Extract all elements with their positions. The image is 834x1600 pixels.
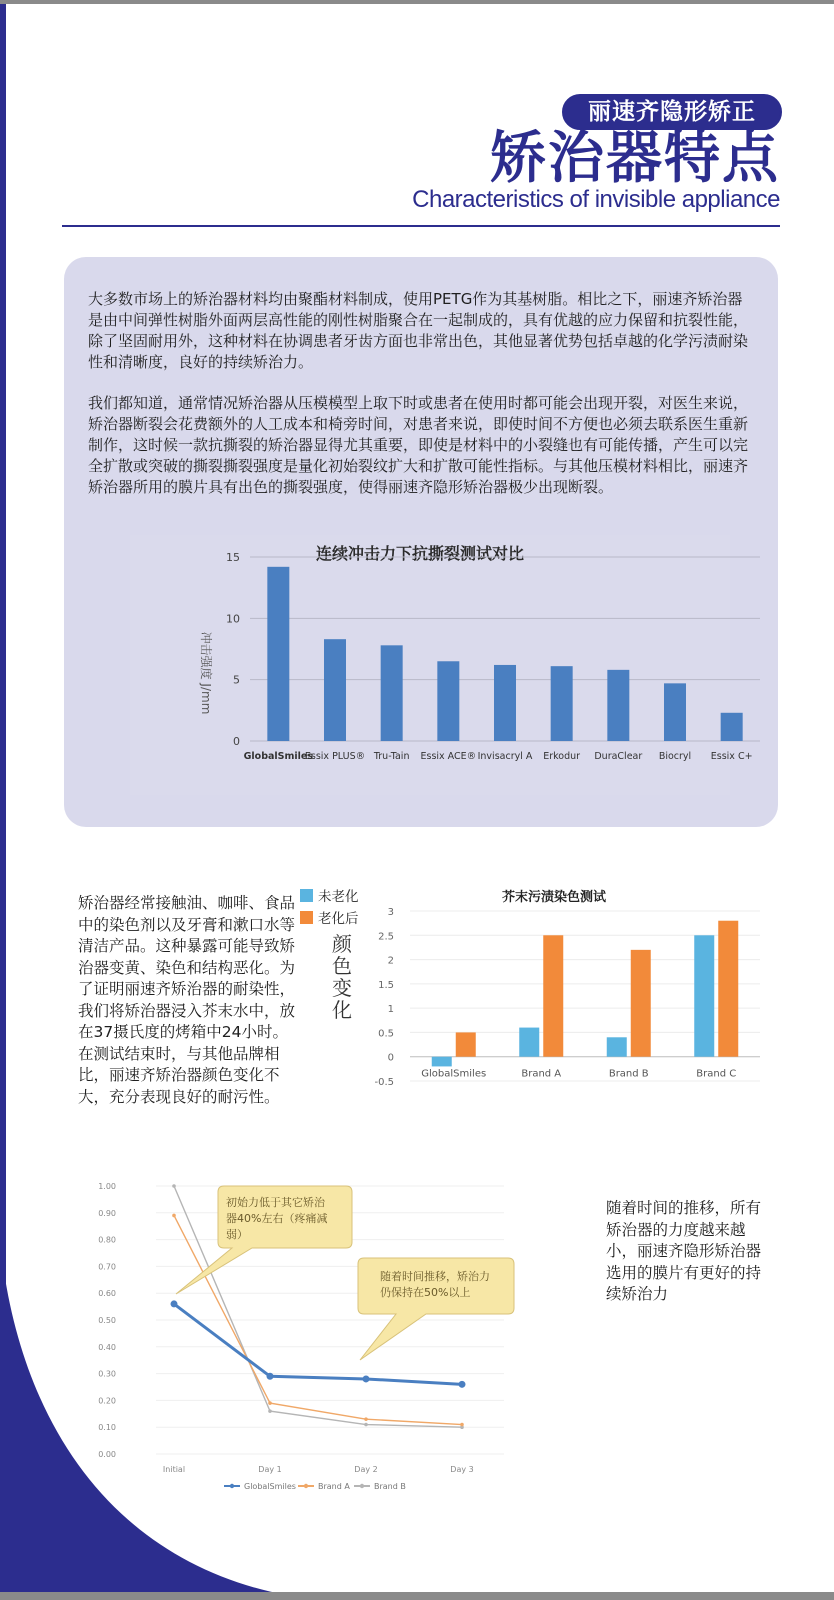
y-tick-label: 0.60 xyxy=(98,1289,116,1299)
annotation-text-2-line-1: 随着时间推移，矫治力 xyxy=(380,1270,490,1283)
chart-title: 连续冲击力下抗撕裂测试对比 xyxy=(315,544,525,563)
y-axis-label-line-1: 颜 xyxy=(332,932,352,956)
bar xyxy=(718,921,738,1057)
y-axis-label: 冲击强度 J/mm xyxy=(199,631,213,715)
y-axis-label xyxy=(332,932,353,1022)
y-tick-label: 1.5 xyxy=(378,979,394,991)
legend-label: Brand A xyxy=(318,1482,350,1491)
data-point xyxy=(364,1423,368,1427)
annotation-text-2-line-2: 仍保持在50%以上 xyxy=(380,1286,471,1299)
chart-title: 芥末污渍染色测试 xyxy=(501,890,607,905)
stain-description: 矫治器经常接触油、咖啡、食品中的染色剂以及牙膏和漱口水等清洁产品。这种暴露可能导致矫治器变黄、染色和结构恶化。为了证明丽速齐矫治器的耐染性，我们将矫治器浸入芥末水中，放在37摄氏度的烤箱中24小时。在测试结束时，与其他品牌相比，丽速齐矫治器颜色变化不大，充分表现良好的耐污性。 xyxy=(78,894,296,1106)
tear-strength-chart xyxy=(130,535,753,795)
legend-swatch xyxy=(300,911,313,924)
bar xyxy=(694,935,714,1056)
bottom-border xyxy=(0,1592,834,1600)
legend-swatch xyxy=(300,889,313,902)
data-point xyxy=(172,1214,176,1218)
y-tick-label: 2 xyxy=(387,955,394,967)
y-tick-label: 0.70 xyxy=(98,1262,116,1272)
y-tick-label: 2.5 xyxy=(378,931,394,943)
y-tick-label: 0.00 xyxy=(98,1450,116,1459)
y-tick-label: 0.50 xyxy=(98,1316,116,1325)
y-tick-label: 3 xyxy=(387,907,394,918)
bar xyxy=(607,1037,627,1056)
y-tick-label: 0.40 xyxy=(98,1342,116,1352)
y-tick-label: 0.80 xyxy=(98,1235,116,1245)
bar xyxy=(267,567,289,741)
x-tick-label: DuraClear xyxy=(594,751,643,762)
y-tick-label: 15 xyxy=(226,551,240,564)
data-point xyxy=(268,1401,272,1405)
x-tick-label: Day 3 xyxy=(450,1465,474,1474)
data-point xyxy=(364,1417,368,1421)
intro-paragraph-1: 大多数市场上的矫治器材料均由聚酯材料制成，使用PETG作为其基树脂。相比之下，丽速齐矫治器是由中间弹性树脂外面两层高性能的刚性树脂聚合在一起制成的，具有优越的应力保留和抗裂性能，除了坚固耐用外，这种材料在协调患者牙齿方面也非常出色，其他显著优势包括卓越的化学污渍耐染性和清晰度，良好的持续矫治力。 xyxy=(88,290,749,371)
x-tick-label: Essix PLUS® xyxy=(304,751,366,762)
header-divider xyxy=(62,225,780,227)
x-tick-label: Biocryl xyxy=(658,751,692,762)
bar xyxy=(432,1057,452,1067)
bar xyxy=(664,683,686,741)
bar xyxy=(607,670,629,741)
bar xyxy=(456,1032,476,1056)
page-title: 矫治器特点 xyxy=(490,126,780,191)
x-tick-label: Invisacryl A xyxy=(477,751,533,762)
x-tick-label: Essix C+ xyxy=(710,751,753,762)
x-tick-label: Brand B xyxy=(608,1068,649,1080)
y-tick-label: 1 xyxy=(387,1004,394,1016)
data-point xyxy=(460,1423,464,1427)
x-tick-label: GlobalSmiles xyxy=(421,1068,487,1080)
y-axis-label-line-2: 色 xyxy=(332,954,352,978)
top-border xyxy=(0,0,834,4)
bar xyxy=(381,645,403,741)
data-point xyxy=(267,1373,274,1380)
legend-label: 老化后 xyxy=(318,911,359,927)
intro-panel xyxy=(64,257,778,827)
x-tick-label: Brand A xyxy=(521,1068,562,1080)
y-tick-label: 1.00 xyxy=(98,1182,116,1191)
y-tick-label: 0.30 xyxy=(98,1369,116,1379)
y-tick-label: 0.20 xyxy=(98,1396,116,1406)
x-tick-label: Initial xyxy=(162,1465,186,1474)
force-decay-chart xyxy=(84,1180,554,1510)
y-tick-label: 10 xyxy=(226,612,240,626)
data-point xyxy=(363,1375,370,1382)
y-tick-label: 0 xyxy=(387,1052,394,1064)
bar xyxy=(519,1028,539,1057)
bar xyxy=(437,661,459,741)
bar xyxy=(551,666,573,741)
page-subtitle: Characteristics of invisible appliance xyxy=(412,186,780,213)
intro-paragraph-2: 我们都知道，通常情况矫治器从压模模型上取下时或患者在使用时都可能会出现开裂，对医生来说，矫治器断裂会花费额外的人工成本和椅旁时间，对患者来说，即使时间不方便也必须去联系医生重新制作，这时候一款抗撕裂的矫治器显得尤其重要，即使是材料中的小裂缝也有可能传播，产生可以完全扩散或突破的撕裂撕裂强度是量化初始裂纹扩大和扩散可能性指标。与其他压模材料相比，丽速齐矫治器所用的膜片具有出色的撕裂强度，使得丽速齐隐形矫治器极少出现断裂。 xyxy=(88,394,749,496)
y-axis-label-line-3: 变 xyxy=(332,976,352,1000)
annotation-text-1-line-2: 器40%左右（疼痛减 xyxy=(226,1212,328,1225)
data-point xyxy=(171,1300,178,1307)
x-tick-label: Essix ACE® xyxy=(420,751,477,762)
annotation-text-1-line-3: 弱） xyxy=(226,1228,248,1241)
y-tick-label: 5 xyxy=(233,673,240,687)
legend-marker xyxy=(230,1484,234,1488)
legend-marker xyxy=(304,1484,308,1488)
annotation-2 xyxy=(358,1258,514,1360)
y-tick-label: -0.5 xyxy=(374,1077,394,1088)
data-point xyxy=(172,1184,176,1188)
data-point xyxy=(268,1409,272,1413)
force-description: 随着时间的推移，所有矫治器的力度越来越小，丽速齐隐形矫治器选用的膜片有更好的持续矫治力 xyxy=(606,1199,762,1303)
x-tick-label: GlobalSmiles xyxy=(243,751,314,762)
y-axis-label-line-4: 化 xyxy=(332,998,352,1022)
bar xyxy=(494,665,516,741)
x-tick-label: Erkodur xyxy=(543,751,581,762)
legend-marker xyxy=(360,1484,364,1488)
y-tick-label: 0.10 xyxy=(98,1423,116,1433)
data-point xyxy=(459,1381,466,1388)
bar xyxy=(324,639,346,741)
y-tick-label: 0.90 xyxy=(98,1208,116,1218)
annotation-text-1-line-1: 初始力低于其它矫治 xyxy=(226,1196,325,1209)
legend-label: 未老化 xyxy=(318,889,359,905)
brand-badge: 丽速齐隐形矫正 xyxy=(562,94,782,130)
x-tick-label: Day 1 xyxy=(258,1465,282,1474)
bar xyxy=(631,950,651,1057)
legend-label: Brand B xyxy=(374,1482,406,1491)
x-tick-label: Tru-Tain xyxy=(373,751,410,762)
stain-test-chart xyxy=(300,885,770,1097)
bar xyxy=(721,713,743,741)
bar xyxy=(543,935,563,1056)
x-tick-label: Day 2 xyxy=(354,1465,378,1474)
y-tick-label: 0 xyxy=(233,735,240,748)
y-tick-label: 0.5 xyxy=(378,1028,394,1040)
x-tick-label: Brand C xyxy=(696,1068,737,1080)
legend-label: GlobalSmiles xyxy=(244,1482,296,1491)
